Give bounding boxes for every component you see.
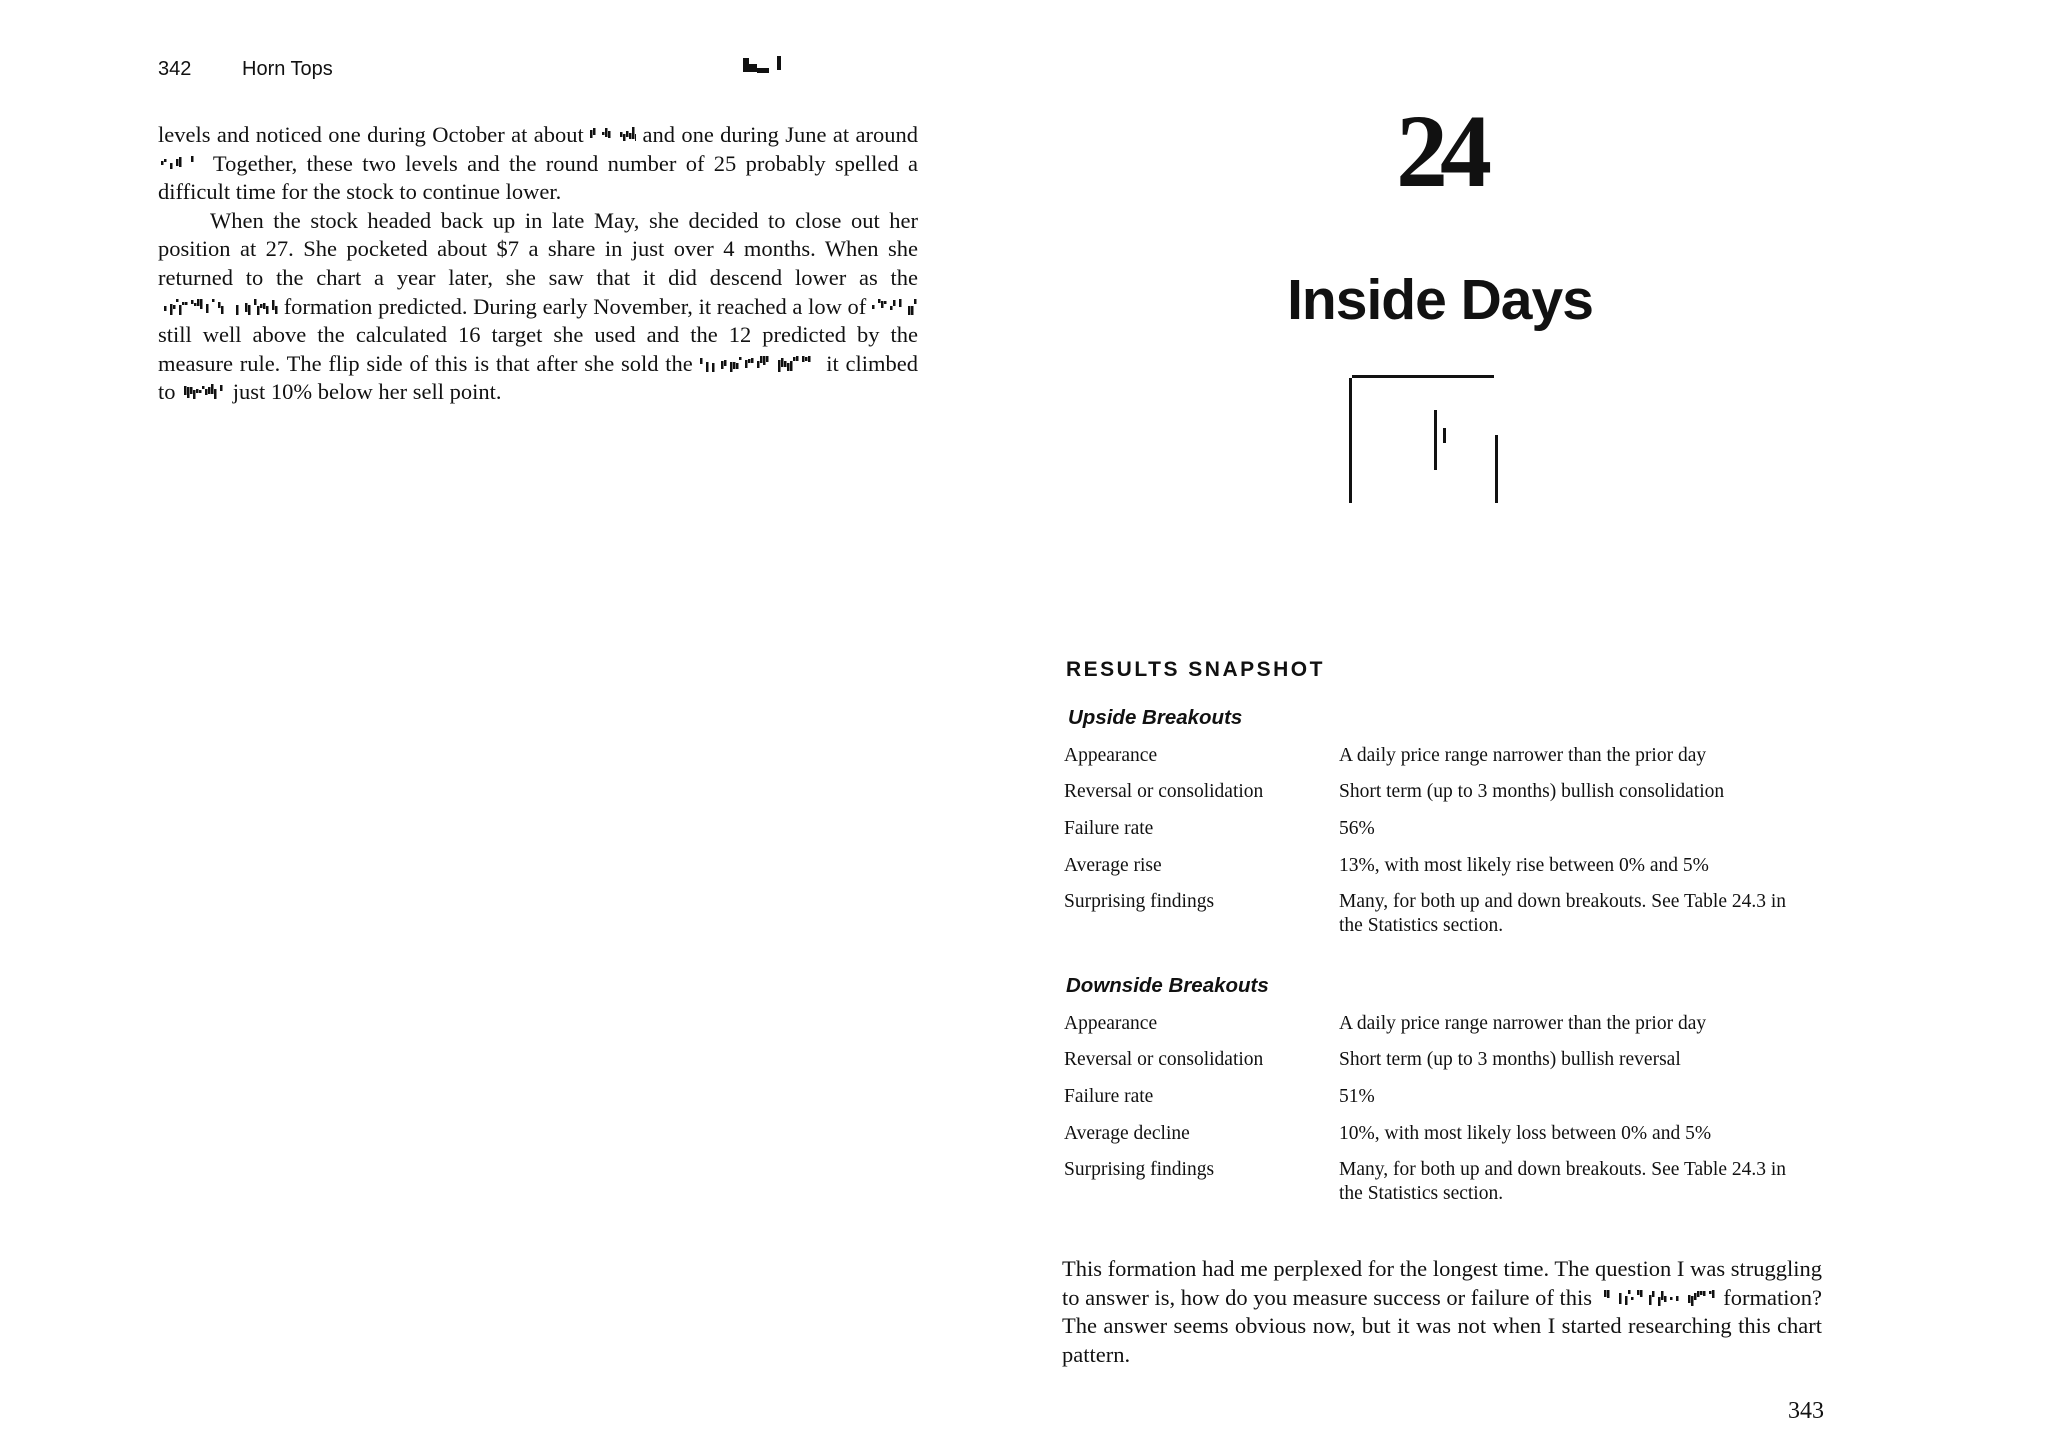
text-run: it climbed to [158, 350, 919, 405]
row-label: Reversal or consolidation [1064, 1049, 1264, 1070]
row-label: Average rise [1064, 855, 1162, 876]
text-run: just 10% below her sell point. [227, 379, 502, 405]
text-run: levels and noticed one during October at about [158, 122, 591, 147]
row-value: 13%, with most likely rise between 0% and 5% [1339, 855, 1709, 876]
upside-breakouts-heading: Upside Breakouts [1068, 706, 1243, 729]
garbled-price-glyph [590, 127, 636, 143]
row-value: Many, for both up and down breakouts. See Table 24.3 in the Statistics section. [1339, 1159, 1787, 1204]
page-number-left: 342 [158, 58, 192, 80]
garbled-price-glyph [872, 299, 918, 315]
running-head [158, 58, 333, 81]
text-run: Together, these two levels and the round number of 25 probably spelled a difficult time for the stock to continue lower. [158, 150, 918, 205]
text-run: formation? The answer seems obvious now, but it was not when I started researching this chart pattern. [1062, 1284, 1822, 1367]
row-label: Failure rate [1064, 1086, 1154, 1107]
garbled-word-glyph [700, 356, 820, 372]
scan-artifact-mark [743, 54, 783, 78]
row-value: A daily price range narrower than the prior day [1339, 1013, 1707, 1034]
inside-day-bars-illustration [1336, 370, 1536, 510]
garbled-word-glyph [1598, 1290, 1718, 1306]
row-label: Surprising findings [1064, 1159, 1215, 1180]
row-label: Surprising findings [1064, 891, 1215, 912]
row-label: Appearance [1064, 1013, 1158, 1034]
row-label: Failure rate [1064, 818, 1154, 839]
results-snapshot-title: RESULTS SNAPSHOT [1066, 658, 1325, 681]
garbled-price-glyph [158, 156, 204, 172]
garbled-word-glyph [158, 299, 278, 315]
text-run: and one during June at around [636, 122, 918, 147]
page-number-right: 343 [1788, 1398, 1824, 1424]
row-label: Average decline [1064, 1123, 1190, 1144]
text-run: When the stock headed back up in late May, she decided to close out her position at 27. She pocketed about $7 a share in just over 4 months. When she returned to the chart a year later, she saw that it did descend lower as the [158, 207, 918, 290]
downside-breakouts-heading: Downside Breakouts [1066, 974, 1269, 997]
row-value: 51% [1339, 1086, 1375, 1107]
chapter-title: Inside Days [1287, 268, 1593, 332]
text-run: formation predicted. During early November, it reached a low of [278, 293, 872, 319]
paragraph-1 [158, 121, 918, 207]
chapter-number: 24 [1396, 94, 1484, 209]
row-value: Short term (up to 3 months) bullish consolidation [1339, 781, 1725, 802]
row-value: A daily price range narrower than the prior day [1339, 745, 1707, 766]
row-value: 56% [1339, 818, 1375, 839]
garbled-price-glyph [181, 384, 227, 400]
left-page-text [158, 121, 918, 407]
paragraph-2 [158, 207, 918, 407]
running-title: Horn Tops [242, 58, 333, 80]
row-label: Appearance [1064, 745, 1158, 766]
row-value: 10%, with most likely loss between 0% and 5% [1339, 1123, 1712, 1144]
row-value: Many, for both up and down breakouts. See Table 24.3 in the Statistics section. [1339, 891, 1787, 936]
row-label: Reversal or consolidation [1064, 781, 1264, 802]
chapter-intro-paragraph [1062, 1255, 1822, 1369]
text-run: still well above the calculated 16 target she used and the 12 predicted by the measure rule. The flip side of this is that after she sold the [158, 322, 918, 376]
row-value: Short term (up to 3 months) bullish reversal [1339, 1049, 1681, 1070]
text-run: This formation had me perplexed for the longest time. The question I was struggling to answer is, how do you measure success or failure of this [1062, 1256, 1822, 1310]
